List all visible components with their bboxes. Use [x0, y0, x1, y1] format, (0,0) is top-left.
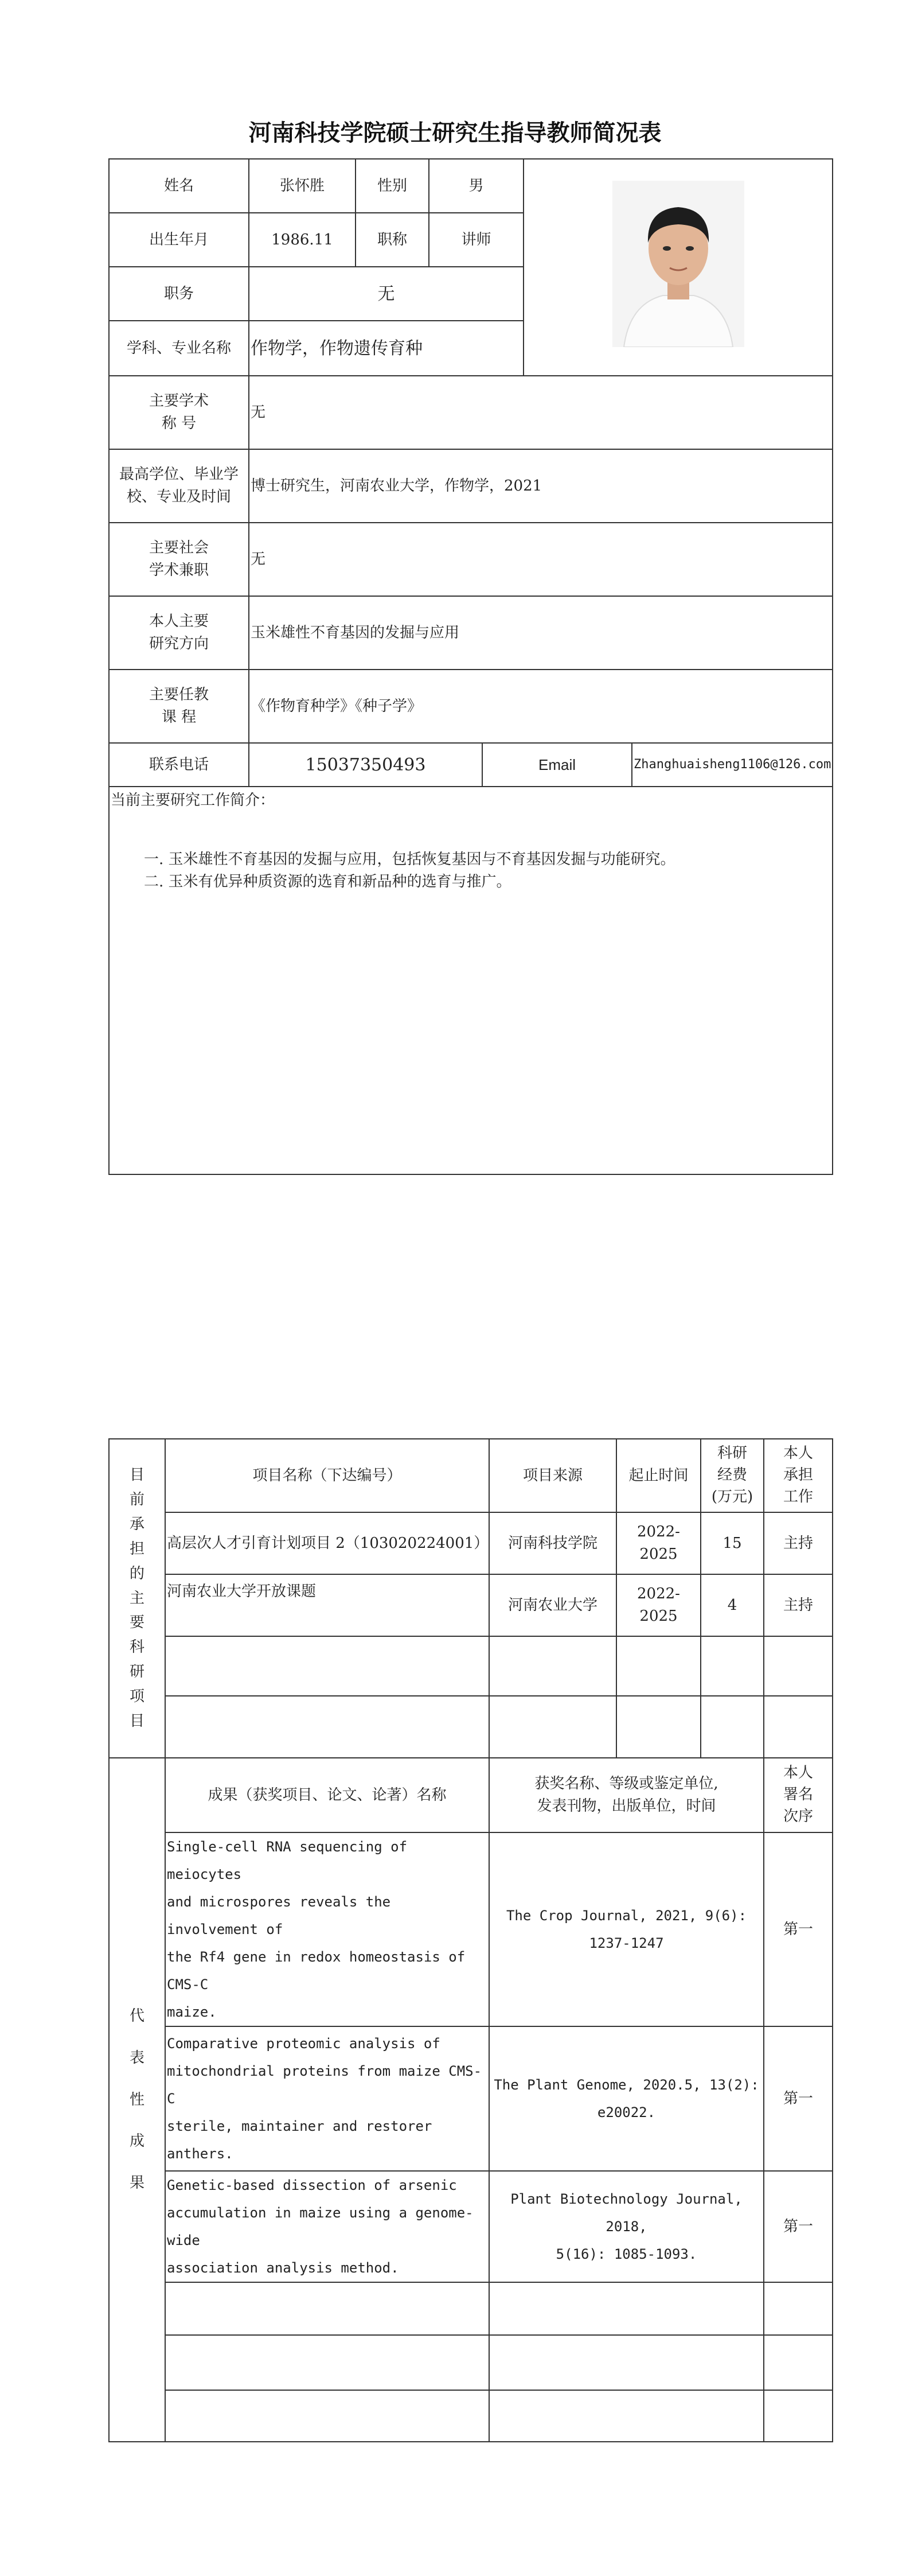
venue-line: 5(16): 1085-1093. — [556, 2246, 697, 2262]
title-line: association analysis method. — [167, 2260, 399, 2276]
courses-label — [109, 670, 249, 743]
courses-label-line1: 主要任教 — [149, 686, 209, 703]
project-funding: 15 — [701, 1512, 764, 1574]
research-table — [108, 1438, 833, 2442]
col-header-achievement: 成果（获奖项目、论文、论著）名称 — [165, 1758, 489, 1832]
header-line: 承担 — [783, 1466, 813, 1484]
side-char: 性 — [129, 2091, 144, 2108]
position-label: 职务 — [109, 267, 249, 321]
table-row — [109, 1574, 833, 1636]
research-label-line2: 研究方向 — [149, 635, 209, 652]
project-source: 河南农业大学 — [489, 1574, 616, 1636]
header-line: 次序 — [783, 1807, 813, 1825]
research-label-line1: 本人主要 — [149, 613, 209, 630]
achievement-title — [165, 1832, 489, 2026]
name-value: 张怀胜 — [249, 159, 356, 213]
header-line: (万元) — [711, 1488, 753, 1505]
title-line: Single-cell RNA sequencing of meiocytes — [167, 1839, 408, 1882]
project-name: 河南农业大学开放课题 — [165, 1574, 489, 1636]
achievement-title — [165, 2026, 489, 2171]
header-line: 科研 — [717, 1445, 747, 1462]
social-label-line2: 学术兼职 — [149, 562, 209, 579]
side-char: 目 — [129, 1466, 144, 1484]
venue-line: The Plant Genome, 2020.5, 13(2): — [494, 2077, 759, 2093]
subject-label: 学科、专业名称 — [109, 321, 249, 376]
title-line: Comparative proteomic analysis of — [167, 2036, 440, 2052]
col-header-order — [764, 1758, 833, 1832]
side-char: 目 — [129, 1713, 144, 1730]
side-char: 担 — [129, 1540, 144, 1558]
email-value: Zhanghuaisheng1106@126.com — [632, 743, 833, 787]
side-char: 的 — [129, 1565, 144, 1582]
header-line: 工作 — [783, 1488, 813, 1505]
title-line: the Rf4 gene in redox homeostasis of CMS-C — [167, 1949, 466, 1993]
social-label — [109, 523, 249, 596]
achievement-venue — [489, 1832, 764, 2026]
degree-label — [109, 449, 249, 523]
title-line: accumulation in maize using a genome-wide — [167, 2205, 474, 2248]
table-row-empty — [109, 2390, 833, 2442]
gender-label: 性别 — [356, 159, 429, 213]
venue-line: Plant Biotechnology Journal, 2018, — [510, 2191, 743, 2235]
side-char: 承 — [129, 1515, 144, 1533]
venue-line: e20022. — [597, 2104, 656, 2120]
table-row-empty — [109, 2335, 833, 2390]
side-char: 项 — [129, 1688, 144, 1706]
position-value: 无 — [249, 267, 524, 321]
phone-label: 联系电话 — [109, 743, 249, 787]
table-row-empty — [109, 2282, 833, 2335]
rank-label: 职称 — [356, 213, 429, 267]
col-header-project-name: 项目名称（下达编号） — [165, 1439, 489, 1512]
courses-value: 《作物育种学》《种子学》 — [249, 670, 833, 743]
header-line: 本人 — [783, 1764, 813, 1782]
project-name: 高层次人才引育计划项目 2（103020224001） — [165, 1512, 489, 1574]
social-label-line1: 主要社会 — [149, 539, 209, 557]
col-header-period: 起止时间 — [616, 1439, 701, 1512]
header-line: 署名 — [783, 1786, 813, 1804]
achievement-order: 第一 — [764, 2026, 833, 2171]
title-line: maize. — [167, 2004, 217, 2020]
social-value: 无 — [249, 523, 833, 596]
header-line: 本人 — [783, 1445, 813, 1462]
side-char: 主 — [129, 1589, 144, 1607]
portrait-image — [612, 181, 744, 347]
gender-value: 男 — [429, 159, 524, 213]
header-line: 经费 — [717, 1466, 747, 1484]
achievement-order: 第一 — [764, 2171, 833, 2282]
side-char: 研 — [129, 1663, 144, 1681]
rank-value: 讲师 — [429, 213, 524, 267]
birth-value: 1986.11 — [249, 213, 356, 267]
col-header-role — [764, 1439, 833, 1512]
side-char: 要 — [129, 1614, 144, 1632]
title-line: Genetic-based dissection of arsenic — [167, 2177, 457, 2193]
side-char: 表 — [129, 2049, 144, 2067]
research-value: 玉米雄性不育基因的发掘与应用 — [249, 596, 833, 670]
birth-label: 出生年月 — [109, 213, 249, 267]
achievement-order: 第一 — [764, 1832, 833, 2026]
courses-label-line2: 课 程 — [161, 709, 197, 726]
project-source: 河南科技学院 — [489, 1512, 616, 1574]
side-char: 科 — [129, 1639, 144, 1656]
page-title: 河南科技学院硕士研究生指导教师简况表 — [248, 120, 662, 146]
honor-label-line1: 主要学术 — [149, 392, 209, 410]
phone-value: 15037350493 — [249, 743, 482, 787]
honor-value: 无 — [249, 376, 833, 449]
research-label — [109, 596, 249, 670]
table-row — [109, 1512, 833, 1574]
project-funding: 4 — [701, 1574, 764, 1636]
work-summary — [109, 787, 833, 1174]
work-summary-item: 二. 玉米有优异种质资源的选育和新品种的选育与推广。 — [144, 873, 511, 890]
work-summary-heading: 当前主要研究工作简介： — [111, 792, 275, 809]
achievement-venue — [489, 2171, 764, 2282]
side-char: 前 — [129, 1491, 144, 1508]
col-header-source: 项目来源 — [489, 1439, 616, 1512]
degree-value: 博士研究生，河南农业大学，作物学，2021 — [249, 449, 833, 523]
header-line: 获奖名称、等级或鉴定单位, — [534, 1775, 718, 1792]
project-role: 主持 — [764, 1574, 833, 1636]
table-row-empty — [109, 1696, 833, 1758]
subject-value: 作物学，作物遗传育种 — [249, 321, 524, 376]
title-line: mitochondrial proteins from maize CMS-C — [167, 2063, 482, 2107]
achievement-venue — [489, 2026, 764, 2171]
degree-label-line2: 校、专业及时间 — [126, 488, 231, 505]
project-period: 2022-2025 — [616, 1574, 701, 1636]
table-row — [109, 2171, 833, 2282]
project-period: 2022-2025 — [616, 1512, 701, 1574]
honor-label-line2: 称 号 — [161, 415, 197, 432]
profile-table — [108, 158, 833, 1175]
achievements-side-label — [109, 1758, 165, 2442]
portrait-photo — [524, 159, 833, 376]
name-label: 姓名 — [109, 159, 249, 213]
project-role: 主持 — [764, 1512, 833, 1574]
venue-line: 1237-1247 — [589, 1935, 664, 1951]
table-row — [109, 2026, 833, 2171]
honor-label — [109, 376, 249, 449]
table-row — [109, 1832, 833, 2026]
side-char: 果 — [129, 2174, 144, 2192]
title-line: and microspores reveals the involvement of — [167, 1894, 391, 1937]
table-row-empty — [109, 1636, 833, 1696]
projects-side-label — [109, 1439, 165, 1758]
achievement-title — [165, 2171, 489, 2282]
col-header-funding — [701, 1439, 764, 1512]
venue-line: The Crop Journal, 2021, 9(6): — [506, 1908, 747, 1924]
header-line: 发表刊物，出版单位，时间 — [537, 1797, 716, 1815]
email-label: Email — [482, 743, 632, 787]
side-char: 成 — [129, 2133, 144, 2150]
degree-label-line1: 最高学位、毕业学 — [119, 466, 239, 483]
side-char: 代 — [129, 2007, 144, 2025]
work-summary-item: 一. 玉米雄性不育基因的发掘与应用，包括恢复基因与不育基因发掘与功能研究。 — [144, 851, 675, 868]
title-line: sterile, maintainer and restorer anthers. — [167, 2118, 432, 2162]
col-header-venue — [489, 1758, 764, 1832]
